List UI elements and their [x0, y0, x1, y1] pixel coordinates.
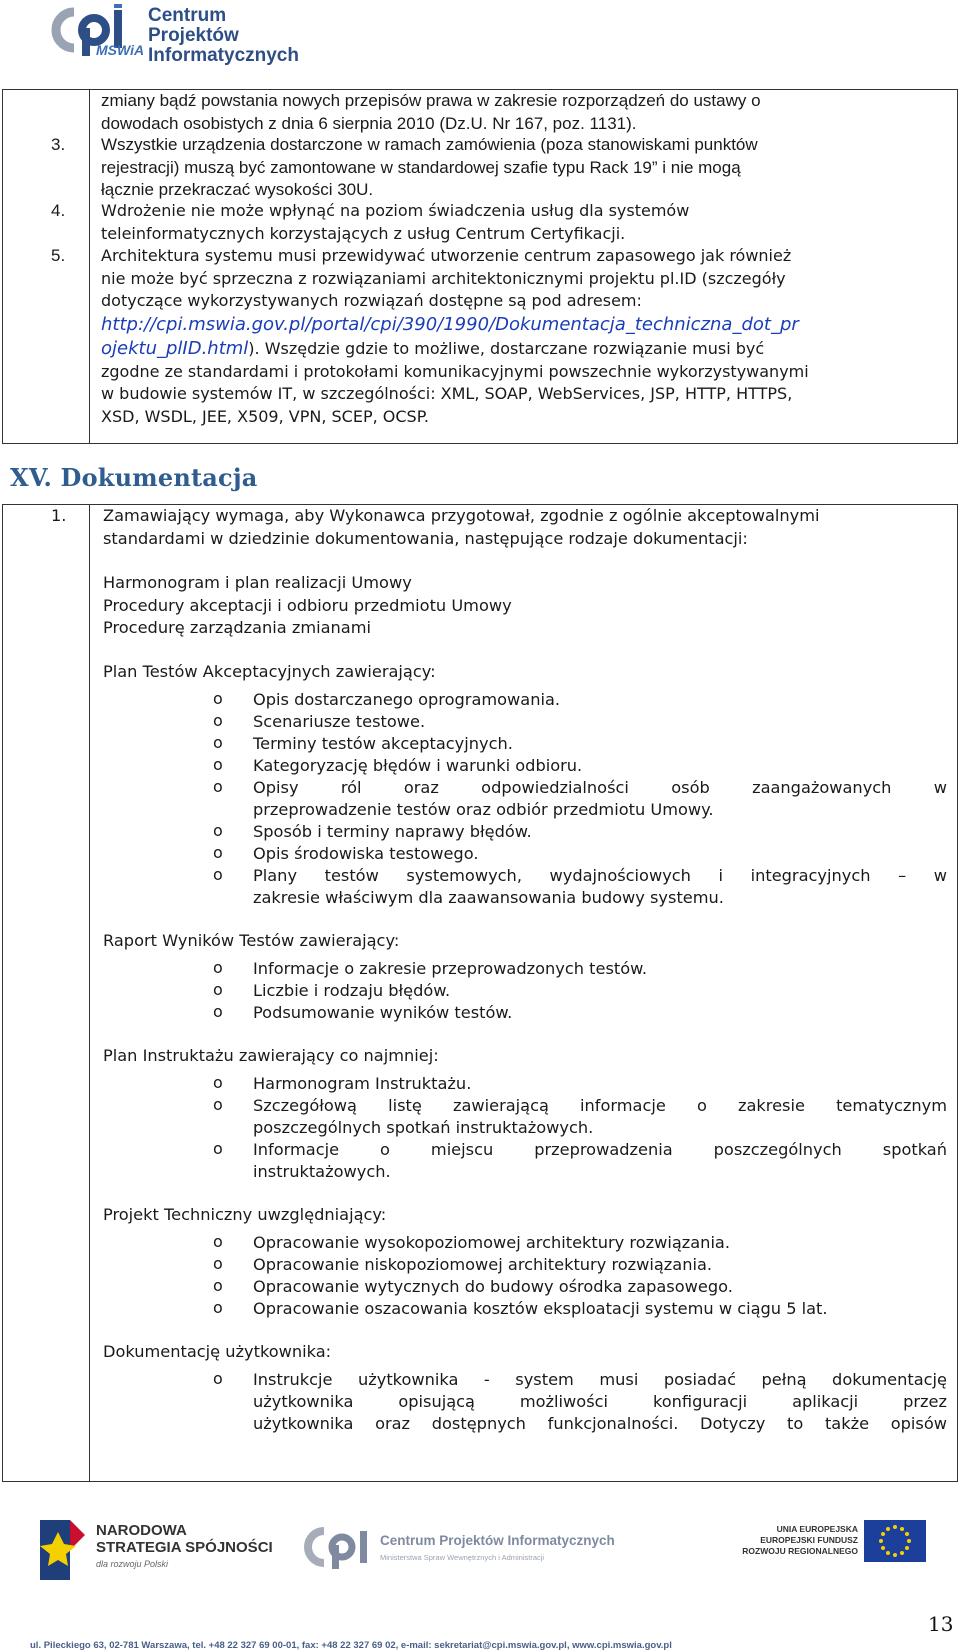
text-line: Wdrożenie nie może wpłynąć na poziom świadczenia usług dla systemów [101, 201, 690, 220]
document-list [103, 572, 949, 640]
bullet: o [213, 865, 223, 884]
logo-text: UNIA EUROPEJSKA [776, 1524, 858, 1534]
list-item: Informacje o zakresie przeprowadzonych testów. [253, 959, 648, 978]
page-number: 13 [928, 1612, 954, 1636]
list-item: użytkownika oraz dostępnych funkcjonalności. Dotyczy to także opisów [253, 1414, 947, 1433]
list-item: użytkownika opisującą możliwości konfiguracji aplikacji przez [253, 1392, 947, 1411]
list-item: Opisy ról oraz odpowiedzialności osób zaangażowanych w [253, 778, 947, 797]
text-line: rejestracji) muszą być zamontowane w standardowej szafie typu Rack 19” i nie mogą [101, 157, 741, 177]
eu-flag-icon [864, 1520, 926, 1562]
bullet: o [213, 1002, 223, 1021]
list-item: Opis dostarczanego oprogramowania. [253, 690, 561, 709]
documentation-link-cont[interactable]: ojektu_plID.html [101, 337, 249, 359]
list-item: Harmonogram i plan realizacji Umowy [103, 573, 412, 592]
text-line: w budowie systemów IT, w szczególności: XML, SOAP, WebServices, JSP, HTTP, HTTPS, [101, 384, 793, 403]
subsection-title: Raport Wyników Testów zawierający: [103, 931, 400, 950]
bullet: o [213, 1232, 223, 1251]
documentation-link[interactable]: http://cpi.mswia.gov.pl/portal/cpi/390/1990/Dokumentacja_techniczna_dot_pr [101, 313, 799, 335]
subsection-title: Projekt Techniczny uwzględniający: [103, 1205, 387, 1224]
list-item: przeprowadzenie testów oraz odbiór przedmiotu Umowy. [253, 800, 714, 819]
logo-text: STRATEGIA SPÓJNOŚCI [96, 1539, 273, 1556]
bullet: o [213, 1139, 223, 1158]
bullet: o [213, 1369, 223, 1388]
text-line: ). Wszędzie gdzie to możliwe, dostarczane rozwiązanie musi być [248, 338, 765, 358]
list-item: instruktażowych. [253, 1162, 391, 1181]
list-item: Informacje o miejscu przeprowadzenia poszczególnych spotkań [253, 1140, 947, 1159]
list-item: Scenariusze testowe. [253, 712, 426, 731]
list-item: Instrukcje użytkownika - system musi posiadać pełną dokumentację [253, 1370, 947, 1389]
bullet: o [213, 1276, 223, 1295]
logo-text: Ministerstwa Spraw Wewnętrznych i Administracji [380, 1553, 545, 1562]
item-number: 4. [51, 201, 66, 220]
list-item: Liczbie i rodzaju błędów. [253, 981, 451, 1000]
documentation-table [2, 504, 958, 1482]
nss-emblem-icon [30, 1510, 90, 1590]
cpi-footer-logo [300, 1525, 640, 1575]
cpi-footer-icon [300, 1525, 390, 1571]
bullet: o [213, 958, 223, 977]
text-line: dowodach osobistych z dnia 6 sierpnia 2010 (Dz.U. Nr 167, poz. 1131). [101, 113, 637, 133]
text-line: Architektura systemu musi przewidywać utworzenie centrum zapasowego jak również [101, 246, 792, 265]
bullet: o [213, 843, 223, 862]
footer-address: ul. Pileckiego 63, 02-781 Warszawa, tel. +48 22 327 69 00-01, fax: +48 22 327 69 02, e-mail: sekretariat@cpi.mswia.gov.pl, www.cpi.mswia.gov.pl [30, 1640, 672, 1651]
subsection-title: Dokumentację użytkownika: [103, 1342, 332, 1361]
bullet: o [213, 777, 223, 796]
logo-text: Centrum Projektów Informatycznych [380, 1533, 615, 1548]
text-line: zgodne ze standardami i protokołami komunikacyjnymi powszechnie wykorzystywanymi [101, 361, 809, 381]
text-line: łącznie przekraczać wysokości 30U. [101, 180, 374, 199]
text-line: nie może być sprzeczna z rozwiązaniami architektonicznymi projektu pl.ID (szczegóły [101, 268, 786, 288]
bullet: o [213, 733, 223, 752]
list-item: zakresie właściwym dla zaawansowania budowy systemu. [253, 888, 724, 907]
intro-text: Zamawiający wymaga, aby Wykonawca przygotował, zgodnie z ogólnie akceptowalnymi standardami w dziedzinie dokumentowania, następujące rodzaje dokumentacji: [103, 506, 820, 548]
logo-text: NARODOWA [96, 1522, 187, 1539]
text-line: Wszystkie urządzenia dostarczone w ramach zamówienia (poza stanowiskami punktów [101, 135, 758, 154]
logo-text: dla rozwoju Polski [96, 1559, 169, 1569]
text-line: dotyczące wykorzystywanych rozwiązań dostępne są pod adresem: [101, 291, 642, 310]
list-item: Plany testów systemowych, wydajnościowych i integracyjnych – w [253, 866, 947, 885]
text-line: zmiany bądź powstania nowych przepisów prawa w zakresie rozporządzeń do ustawy o [101, 91, 761, 110]
item-number: 1. [51, 506, 67, 525]
list-item: Harmonogram Instruktażu. [253, 1074, 472, 1093]
section-heading: XV. Dokumentacja [10, 463, 258, 492]
list-item: Opracowanie niskopoziomowej architektury rozwiązania. [253, 1255, 713, 1274]
bullet: o [213, 711, 223, 730]
item-number: 5. [51, 246, 66, 265]
subsection-title: Plan Instruktażu zawierający co najmniej: [103, 1046, 439, 1065]
logo-subtitle: MSWiA [96, 42, 145, 58]
list-item: Procedurę zarządzania zmianami [103, 618, 371, 637]
bullet: o [213, 755, 223, 774]
list-item: Opracowanie wytycznych do budowy ośrodka zapasowego. [253, 1277, 733, 1296]
list-item: Opracowanie oszacowania kosztów eksploatacji systemu w ciągu 5 lat. [253, 1299, 828, 1318]
cpi-logo [44, 4, 314, 66]
table-divider [89, 90, 90, 443]
bullet: o [213, 1095, 223, 1114]
list-item: Kategoryzację błędów i warunki odbioru. [253, 756, 583, 775]
bullet: o [213, 980, 223, 999]
subsection-title: Plan Testów Akceptacyjnych zawierający: [103, 662, 436, 681]
narodowa-strategia-logo [30, 1510, 273, 1590]
list-item: Sposób i terminy naprawy błędów. [253, 822, 532, 841]
list-item: Szczegółową listę zawierającą informacje o zakresie tematycznym [253, 1096, 947, 1115]
logo-title: Centrum Projektów Informatycznych [148, 5, 299, 66]
list-item: Opracowanie wysokopoziomowej architektury rozwiązania. [253, 1233, 731, 1252]
logo-text: EUROPEJSKI FUNDUSZ [760, 1535, 858, 1545]
list-item: Terminy testów akceptacyjnych. [253, 734, 513, 753]
table-divider [89, 505, 90, 1481]
list-item: Procedury akceptacji i odbioru przedmiotu Umowy [103, 595, 512, 615]
eu-logo [740, 1520, 930, 1580]
list-item: poszczególnych spotkań instruktażowych. [253, 1118, 594, 1137]
list-item: Podsumowanie wyników testów. [253, 1003, 513, 1022]
requirements-table [2, 89, 958, 444]
text-line: teleinformatycznych korzystających z usług Centrum Certyfikacji. [101, 223, 626, 243]
bullet: o [213, 1073, 223, 1092]
logo-text: ROZWOJU REGIONALNEGO [742, 1546, 858, 1556]
bullet: o [213, 821, 223, 840]
bullet: o [213, 689, 223, 708]
text-line: XSD, WSDL, JEE, X509, VPN, SCEP, OCSP. [101, 406, 429, 426]
bullet: o [213, 1298, 223, 1317]
bullet: o [213, 1254, 223, 1273]
list-item: Opis środowiska testowego. [253, 844, 479, 863]
item-number: 3. [51, 135, 66, 154]
